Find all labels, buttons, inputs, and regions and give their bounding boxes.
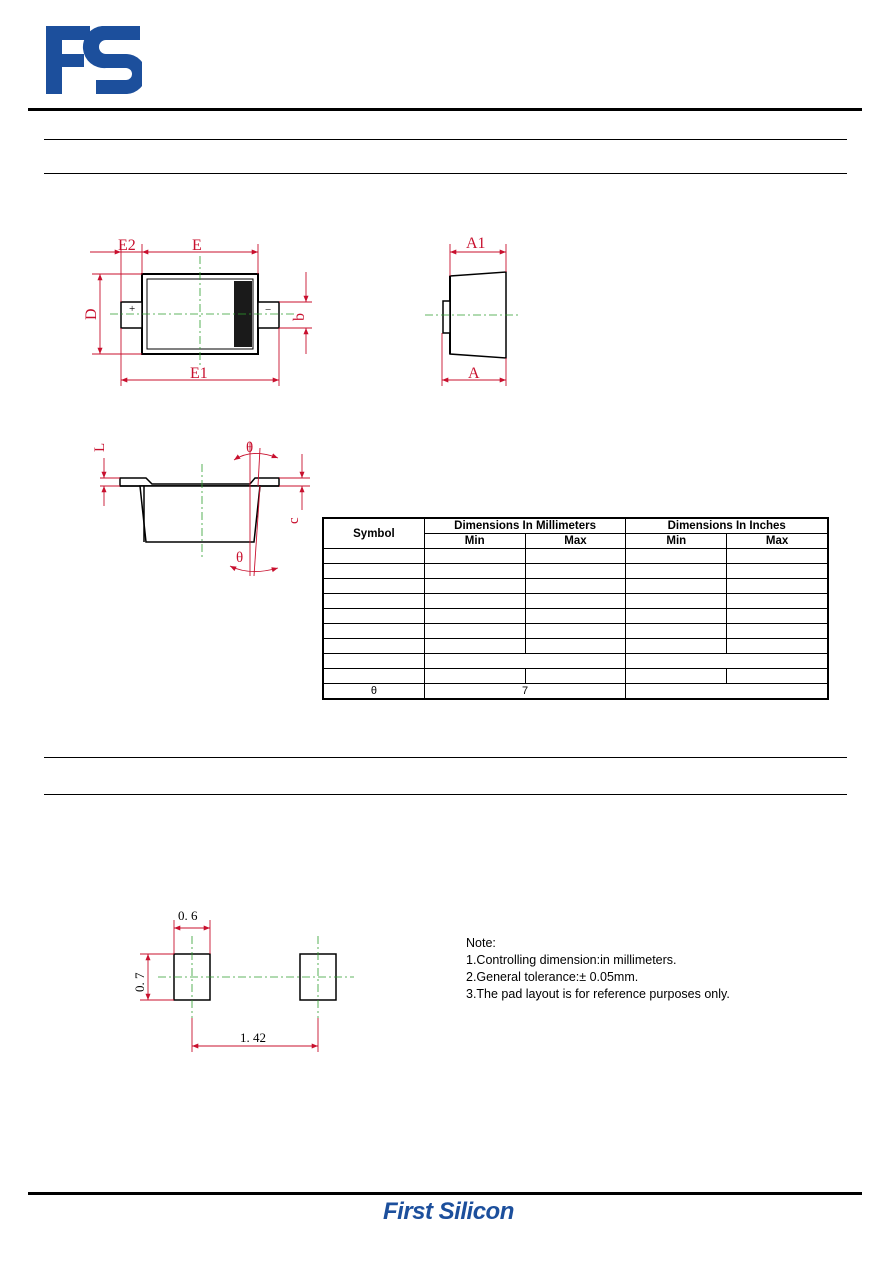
note-item: 2.General tolerance:± 0.05mm. xyxy=(466,970,639,984)
table-row xyxy=(323,684,828,700)
side-view-drawing xyxy=(420,228,530,390)
minus-label: − xyxy=(265,304,272,316)
e-label: E xyxy=(192,237,202,254)
pad-height-label: 0. 7 xyxy=(132,972,147,992)
symbol-header: Symbol xyxy=(323,518,424,549)
theta-inch-cell xyxy=(626,684,828,700)
table-row xyxy=(323,624,828,639)
l-label: L xyxy=(92,442,108,452)
theta-mm-cell: 7 xyxy=(424,684,626,700)
notes-title: Note: xyxy=(466,936,496,950)
table-row xyxy=(323,669,828,684)
pad-section-rule-top xyxy=(44,757,847,758)
c-label: c xyxy=(286,517,302,524)
top-view-drawing xyxy=(80,228,320,390)
pad-layout-drawing xyxy=(128,900,360,1055)
a-label: A xyxy=(468,365,480,382)
inch-min-header: Min xyxy=(626,534,727,549)
table-row xyxy=(323,549,828,564)
section-rule-top xyxy=(44,139,847,140)
table-row xyxy=(323,564,828,579)
theta-top-label: θ xyxy=(246,440,254,456)
inch-header: Dimensions In Inches xyxy=(626,518,828,534)
profile-view-drawing xyxy=(82,428,317,580)
pad-width-label: 0. 6 xyxy=(178,908,198,923)
header-rule xyxy=(28,108,862,111)
plus-label: + xyxy=(129,303,136,315)
section-rule-bottom xyxy=(44,173,847,174)
theta-bottom-label: θ xyxy=(236,550,244,566)
e2-label: E2 xyxy=(118,237,136,254)
inch-max-header: Max xyxy=(727,534,828,549)
dimensions-table xyxy=(322,517,829,700)
pad-section-rule-bottom xyxy=(44,794,847,795)
table-row xyxy=(323,609,828,624)
note-item: 3.The pad layout is for reference purposes only. xyxy=(466,987,730,1001)
table-row xyxy=(323,579,828,594)
table-row xyxy=(323,654,828,669)
mm-max-header: Max xyxy=(525,534,626,549)
b-label: b xyxy=(291,313,308,321)
note-item: 1.Controlling dimension:in millimeters. xyxy=(466,953,677,967)
mm-min-header: Min xyxy=(424,534,525,549)
table-row xyxy=(323,594,828,609)
a1-label: A1 xyxy=(466,235,486,252)
company-logo xyxy=(46,26,142,96)
pad-pitch-label: 1. 42 xyxy=(240,1030,266,1045)
footer-brand: First Silicon xyxy=(383,1198,514,1225)
table-row xyxy=(323,639,828,654)
d-label: D xyxy=(83,308,100,320)
mm-header: Dimensions In Millimeters xyxy=(424,518,626,534)
footer-rule xyxy=(28,1192,862,1195)
theta-symbol-cell: θ xyxy=(323,684,424,700)
notes-block xyxy=(466,935,730,1003)
e1-label: E1 xyxy=(190,365,208,382)
